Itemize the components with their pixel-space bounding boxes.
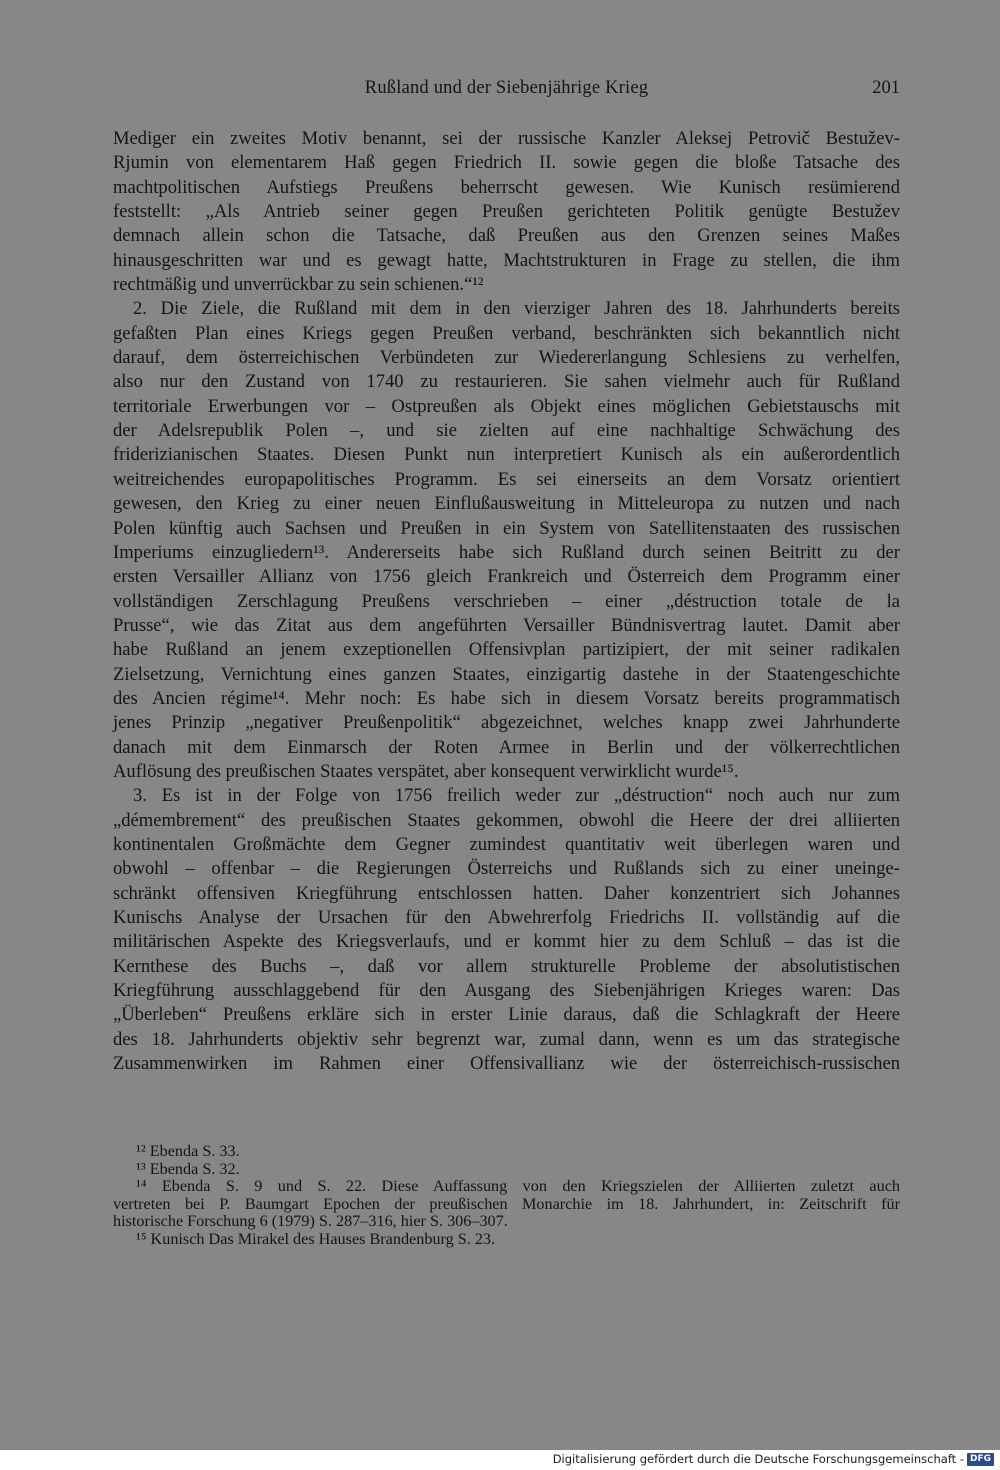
text-line: „Überleben“ Preußens erkläre sich in erster Linie daraus, daß die Schlagkraft der Heere — [113, 1004, 900, 1026]
text-line: 3. Es ist in der Folge von 1756 freilich weder zur „déstruction“ noch auch nur zum — [133, 785, 900, 807]
text-line: Rjumin von elementarem Haß gegen Friedrich II. sowie gegen die bloße Tatsache des — [113, 152, 900, 174]
text-line: 2. Die Ziele, die Rußland mit dem in den vierziger Jahren des 18. Jahrhunderts bereits — [133, 298, 900, 320]
text-line: gefaßten Plan eines Kriegs gegen Preußen verband, beschränkten sich bekanntlich nicht — [113, 322, 900, 344]
text-line: Mediger ein zweites Motiv benannt, sei der russische Kanzler Aleksej Petrovič Bestužev- — [113, 128, 900, 149]
text-line: machtpolitischen Aufstiegs Preußens beherrscht gewesen. Wie Kunisch resümierend — [113, 176, 900, 198]
text-line: Zielsetzung, Vernichtung eines ganzen Staates, einzigartig dastehe in der Staatengeschichte — [113, 663, 900, 685]
text-line: rechtmäßig und unverrückbar zu sein schienen.“¹² — [113, 274, 484, 296]
footnote-14: ¹⁴ Ebenda S. 9 und S. 22. Diese Auffassung von den Kriegszielen der Alliierten zuletzt auch — [136, 1177, 900, 1196]
text-line: militärischen Aspekte des Kriegsverlaufs, und er kommt hier zu dem Schluß – das ist die — [113, 931, 900, 953]
text-line: Auflösung des preußischen Staates verspätet, aber konsequent verwirklicht wurde¹⁵. — [113, 760, 739, 782]
text-line: kontinentalen Großmächte dem Gegner zumindest quantitativ weit überlegen waren und — [113, 833, 900, 855]
text-line: des Ancien régime¹⁴. Mehr noch: Es habe sich in diesem Vorsatz bereits programmatisch — [113, 687, 900, 709]
text-line: ersten Versailler Allianz von 1756 gleich Frankreich und Österreich dem Programm einer — [113, 566, 900, 588]
text-line: Kunischs Analyse der Ursachen für den Abwehrerfolg Friedrichs II. vollständig auf die — [113, 907, 900, 928]
text-line: obwohl – offenbar – die Regierungen Österreichs und Rußlands sich zu einer uneinge- — [113, 858, 900, 880]
text-line: danach mit dem Einmarsch der Roten Armee in Berlin und der völkerrechtlichen — [113, 736, 900, 758]
footnote-14-cont: historische Forschung 6 (1979) S. 287–316, hier S. 306–307. — [113, 1212, 508, 1231]
text-line: Zusammenwirken im Rahmen einer Offensivallianz wie der österreichisch-russischen — [113, 1053, 900, 1075]
footnote-15: ¹⁵ Kunisch Das Mirakel des Hauses Brandenburg S. 23. — [136, 1229, 496, 1248]
running-head — [113, 75, 900, 101]
text-line: friderizianischen Staates. Diesen Punkt nun interpretiert Kunisch als ein außerordentlich — [113, 444, 900, 466]
dfg-credit — [553, 1451, 994, 1468]
text-line: „démembrement“ des preußischen Staates gekommen, obwohl die Heere der drei alliierten — [113, 809, 900, 831]
text-line: habe Rußland an jenem exzeptionellen Offensivplan partizipiert, der mit seiner radikalen — [113, 639, 900, 661]
text-line: jenes Prinzip „negativer Preußenpolitik“ abgezeichnet, welches knapp zwei Jahrhunderte — [113, 712, 900, 734]
text-line: also nur den Zustand von 1740 zu restaurieren. Sie sahen vielmehr auch für Rußland — [113, 371, 900, 393]
text-line: vollständigen Zerschlagung Preußens verschrieben – einer „déstruction totale de la — [113, 590, 900, 612]
footnote-12: ¹² Ebenda S. 33. — [136, 1142, 240, 1160]
text-line: der Adelsrepublik Polen –, und sie zielten auf eine nachhaltige Schwächung des — [113, 420, 900, 442]
text-line: weitreichendes europapolitisches Programm. Es sei einerseits an dem Vorsatz orientiert — [113, 468, 900, 490]
body-text — [113, 127, 900, 1076]
page-number: 201 — [872, 78, 900, 98]
text-line: Polen künftig auch Sachsen und Preußen in ein System von Satellitenstaaten des russischen — [113, 517, 900, 539]
text-line: darauf, dem österreichischen Verbündeten zur Wiedererlangung Schlesiens zu verhelfen, — [113, 347, 900, 369]
dfg-logo-icon: DFG — [967, 1453, 994, 1466]
footnote-13: ¹³ Ebenda S. 32. — [136, 1159, 240, 1178]
text-line: Prusse“, wie das Zitat aus dem angeführten Versailler Bündnisvertrag lautet. Damit aber — [113, 614, 900, 636]
text-line: des 18. Jahrhunderts objektiv sehr begrenzt war, zumal dann, wenn es um das strategische — [113, 1028, 900, 1050]
text-line: demnach allein schon die Tatsache, daß Preußen aus den Grenzen seines Maßes — [113, 225, 900, 247]
text-line: Kriegführung ausschlaggebend für den Ausgang des Siebenjährigen Krieges waren: Das — [113, 980, 900, 1002]
running-title: Rußland und der Siebenjährige Krieg — [364, 78, 649, 98]
text-line: hinausgeschritten war und es gewagt hatte, Machtstrukturen in Frage zu stellen, die ihm — [113, 249, 900, 271]
text-line: Kernthese des Buchs –, daß vor allem strukturelle Probleme der absolutistischen — [113, 955, 900, 977]
text-line: feststellt: „Als Antrieb seiner gegen Preußen gerichteten Politik genügte Bestužev — [113, 201, 900, 223]
dfg-credit-text: Digitalisierung gefördert durch die Deutsche Forschungsgemeinschaft - — [552, 1452, 964, 1466]
text-line: Imperiums einzugliedern¹³. Andererseits habe sich Rußland durch seinen Beitritt zu der — [113, 541, 900, 563]
footnotes — [113, 1143, 900, 1249]
text-line: schränkt offensiven Kriegführung entschlossen hatten. Daher konzentriert sich Johannes — [113, 882, 900, 904]
footnote-14-cont: vertreten bei P. Baumgart Epochen der preußischen Monarchie im 18. Jahrhundert, in: Zeitschrift für — [113, 1194, 900, 1213]
text-line: gewesen, den Krieg zu einer neuen Einflußausweitung in Mitteleuropa zu nutzen und nach — [113, 493, 900, 515]
text-line: territoriale Erwerbungen vor – Ostpreußen als Objekt eines möglichen Gebietstauschs mit — [113, 395, 900, 417]
